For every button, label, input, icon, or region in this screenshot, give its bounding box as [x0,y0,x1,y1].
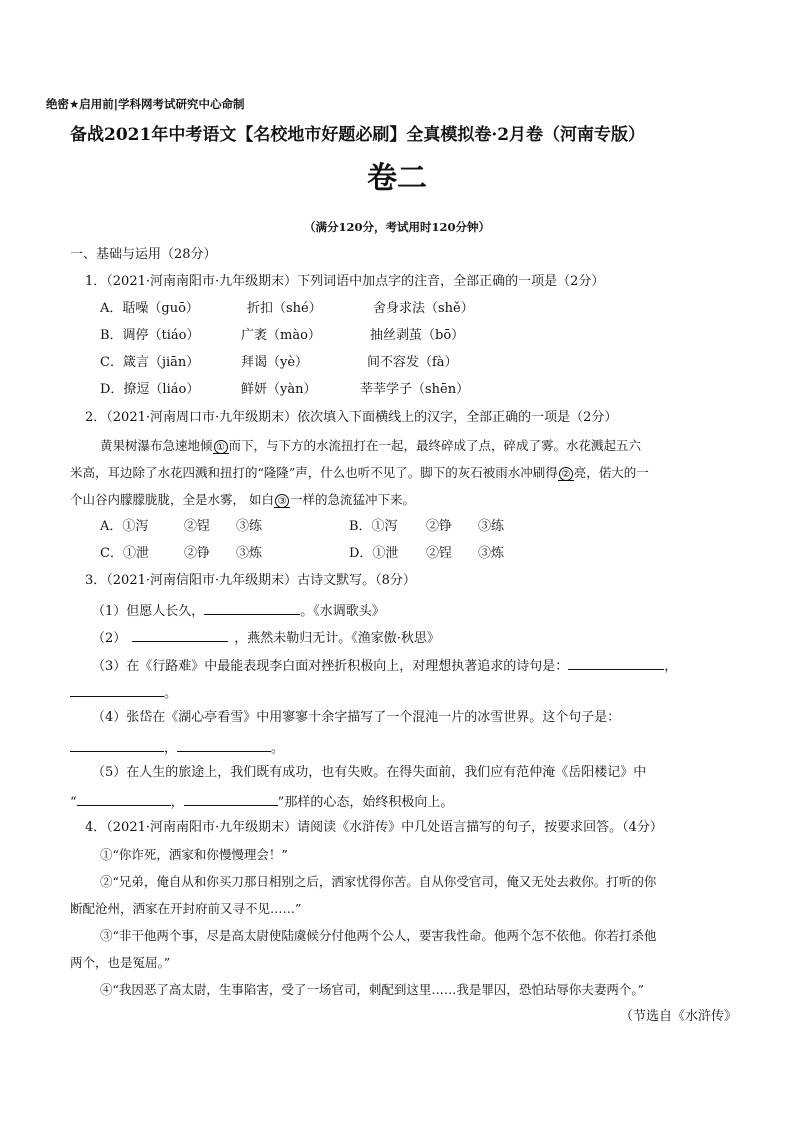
answer-blank[interactable] [77,792,171,806]
answer-blank[interactable] [184,792,278,806]
section-heading: 一、基础与运用（28分） [70,247,217,262]
q4-sentence-3: ③“非干他两个事，尽是高太尉使陆虞候分付他两个公人，要害我性命。他两个怎不依他。你若打杀他 [100,928,657,943]
volume-title: 卷二 [367,161,427,196]
q3-text: （2） [92,631,127,646]
q1-option-b-2: 广袤（mào） [241,328,321,343]
q2-passage-text: 一样的急流猛冲下来。 [289,492,415,507]
q3-text: 。 [164,686,178,701]
q3-text: ，燕然未勒归无计。《渔家傲·秋思》 [234,631,440,646]
q1-stem: 1．（2021·河南南阳市·九年级期末）下列词语中加点字的注音，全部正确的一项是（2分） [85,274,605,289]
exam-note: （满分120分，考试用时120分钟） [303,220,490,234]
q3-text: ， [164,741,178,756]
blank-marker: ③ [275,494,289,508]
q3-text: （3）在《行路难》中最能表现李白面对挫折积极向上，对理想执著追求的诗句是： [92,659,569,674]
q1-option-b-3: 抽丝剥茧（bō） [370,328,465,343]
q3-item-3 [92,656,677,675]
q3-text: ， [170,795,184,810]
q2-passage-text: 黄果树瀑布急速地倾 [100,438,213,453]
answer-blank[interactable] [70,738,164,752]
q3-item-1 [92,601,385,620]
q1-option-c-3: 间不容发（fà） [367,355,458,370]
q1-option-a: A．聒噪（guō） [100,301,199,316]
q1-option-c: C．箴言（jiān） [100,355,200,370]
q4-sentence-3-cont: 两个，也是冤屈。” [70,955,171,970]
q2-option-c: C．①泄 [100,546,149,561]
q3-text: ， [664,659,678,674]
q4-sentence-2-cont: 断配沧州，洒家在开封府前又寻不见……” [70,901,302,916]
q4-sentence-1: ①“你诈死，洒家和你慢慢理会！” [100,847,288,862]
q2-option-b: B．①泻 [349,519,398,534]
q2-passage-text: 亮，偌大的一 [573,465,649,480]
q1-option-b: B．调停（tiáo） [100,328,200,343]
q3-text: ”那样的心态，始终积极向上。 [277,795,454,810]
q2-option-b-3: ③练 [478,519,505,534]
q3-item-2 [92,628,440,647]
q4-sentence-4: ④“我因恶了高太尉，生事陷害，受了一场官司，刺配到这里……我是罪囚，恐怕玷辱你夫妻两个。” [100,982,645,997]
q2-passage-text: 米高，耳边除了水花四溅和扭打的“隆隆”声，什么也听不见了。脚下的灰石被雨水冲刷得 [70,465,558,480]
q2-option-d-3: ③炼 [478,546,505,561]
q1-option-a-2: 折扣（shé） [247,301,322,316]
q1-option-d-2: 鲜妍（yàn） [241,382,317,397]
q1-option-d: D．撩逗（liáo） [100,382,200,397]
q3-item-5-cont [70,792,453,811]
q3-item-4-cont [70,738,284,757]
q3-text: “ [70,795,77,810]
q3-stem: 3．（2021·河南信阳市·九年级期末）古诗文默写。（8分） [85,573,416,588]
q3-item-3-cont [70,683,177,702]
q2-option-a: A．①泻 [100,519,149,534]
blank-marker: ① [214,440,228,454]
answer-blank[interactable] [177,738,271,752]
q2-option-c-2: ②铮 [184,546,211,561]
q1-option-a-3: 舍身求法（shě） [373,301,474,316]
q2-stem: 2．（2021·河南周口市·九年级期末）依次填入下面横线上的汉字，全部正确的一项是（2分） [85,410,618,425]
source-note: （节选自《水浒传》 [620,1009,738,1024]
blank-marker: ② [559,467,573,481]
q3-text: （1）但愿人长久， [92,604,205,619]
q1-option-c-2: 拜谒（yè） [241,355,309,370]
confidential-line: 绝密★启用前|学科网考试研究中心命制 [46,97,245,111]
q2-option-c-3: ③炼 [236,546,263,561]
q4-sentence-2: ②“兄弟，俺自从和你买刀那日相别之后，洒家忧得你苦。自从你受官司，俺又无处去救你。打听的你 [100,874,657,889]
q3-text: 。《水调歌头》 [300,604,385,619]
q2-passage-text: 而下，与下方的水流扭打在一起，最终碎成了点，碎成了雾。水花溅起五六 [228,438,642,453]
answer-blank[interactable] [132,628,228,642]
q2-option-a-2: ②锃 [184,519,211,534]
q4-stem: 4．（2021·河南南阳市·九年级期末）请阅读《水浒传》中几处语言描写的句子，按要求回答。（4分） [85,820,663,835]
q2-passage-text: 个山谷内朦朦胧胧，全是水雾， 如白 [70,492,274,507]
q3-text: 。 [271,741,285,756]
q2-option-d: D．①泄 [349,546,399,561]
q3-item-4: （4）张岱在《湖心亭看雪》中用寥寥十余字描写了一个混沌一片的冰雪世界。这个句子是： [92,710,621,725]
document-title: 备战2021年中考语文【名校地市好题必刷】全真模拟卷·2月卷（河南专版） [70,125,646,145]
answer-blank[interactable] [70,683,164,697]
q3-item-5: （5）在人生的旅途上，我们既有成功，也有失败。在得失面前，我们应有范仲淹《岳阳楼记》中 [92,765,647,780]
q2-passage-line-1 [100,438,641,454]
answer-blank[interactable] [204,601,300,615]
q2-passage-line-3 [70,492,415,508]
q1-option-d-3: 莘莘学子（shēn） [360,382,470,397]
q2-option-a-3: ③练 [236,519,263,534]
q2-passage-line-2 [70,465,649,481]
q2-option-d-2: ②锃 [426,546,453,561]
q2-option-b-2: ②铮 [426,519,453,534]
answer-blank[interactable] [568,656,664,670]
